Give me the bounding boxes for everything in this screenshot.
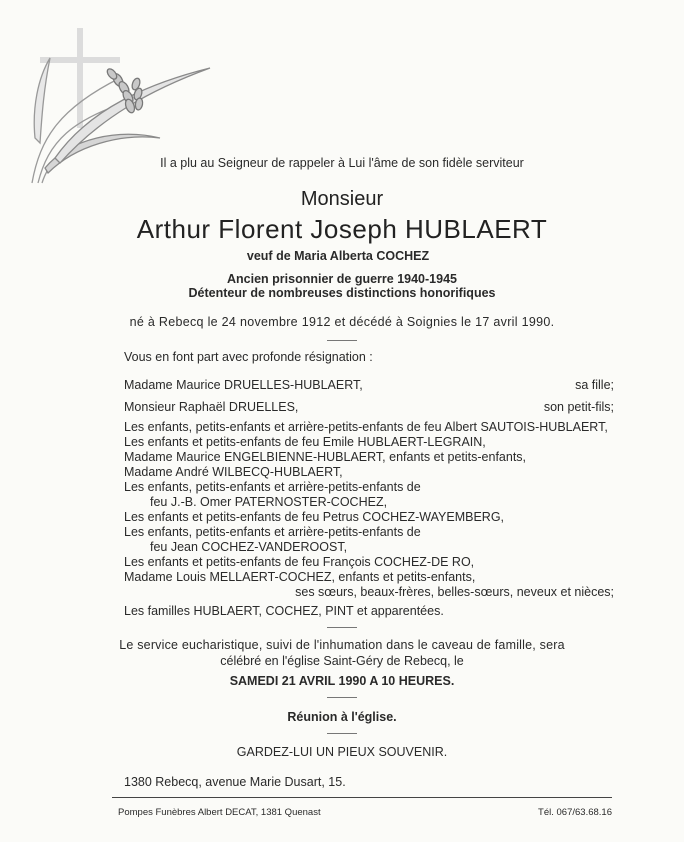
title-monsieur: Monsieur: [300, 188, 384, 210]
family-name-2: Monsieur Raphaël DRUELLES,: [124, 400, 299, 414]
relative-line: Les enfants et petits-enfants de feu François COCHEZ-DE RO,: [124, 555, 475, 569]
footer-divider: [112, 797, 612, 798]
family-relation-1: sa fille;: [575, 378, 614, 392]
relative-line: Les enfants, petits-enfants et arrière-petits-enfants de: [124, 525, 421, 539]
announce-text: Vous en font part avec profonde résignation :: [124, 350, 373, 364]
address-line: 1380 Rebecq, avenue Marie Dusart, 15.: [124, 775, 346, 789]
reunion-text: Réunion à l'église.: [287, 710, 397, 724]
widower-line: veuf de Maria Alberta COCHEZ: [246, 249, 430, 263]
memory-text: GARDEZ-LUI UN PIEUX SOUVENIR.: [236, 745, 448, 759]
relative-line: feu Jean COCHEZ-VANDEROOST,: [150, 540, 348, 554]
relative-line: Madame Maurice ENGELBIENNE-HUBLAERT, enfants et petits-enfants,: [124, 450, 527, 464]
relatives-end-line: ses sœurs, beaux-frères, belles-sœurs, neveux et nièces;: [295, 585, 614, 599]
intro-text: Il a plu au Seigneur de rappeler à Lui l'âme de son fidèle serviteur: [160, 156, 524, 170]
separator: [327, 627, 357, 628]
family-name-1: Madame Maurice DRUELLES-HUBLAERT,: [124, 378, 363, 392]
relative-line: Les enfants et petits-enfants de feu Petrus COCHEZ-WAYEMBERG,: [124, 510, 505, 524]
footer-funeral-home: Pompes Funèbres Albert DECAT, 1381 Quenast: [118, 807, 321, 818]
relative-line: Les enfants, petits-enfants et arrière-petits-enfants de feu Albert SAUTOIS-HUBLAERT,: [124, 420, 608, 434]
relative-line: Les enfants et petits-enfants de feu Emile HUBLAERT-LEGRAIN,: [124, 435, 486, 449]
relative-line: feu J.-B. Omer PATERNOSTER-COCHEZ,: [150, 495, 388, 509]
family-relation-2: son petit-fils;: [543, 400, 614, 414]
relative-line: Madame André WILBECQ-HUBLAERT,: [124, 465, 343, 479]
relative-line: Madame Louis MELLAERT-COCHEZ, enfants et petits-enfants,: [124, 570, 476, 584]
separator: [327, 697, 357, 698]
separator: [327, 733, 357, 734]
service-date: SAMEDI 21 AVRIL 1990 A 10 HEURES.: [229, 674, 455, 688]
footer-phone: Tél. 067/63.68.16: [538, 807, 612, 818]
relative-line: Les enfants, petits-enfants et arrière-petits-enfants de: [124, 480, 421, 494]
deceased-name: Arthur Florent Joseph HUBLAERT: [136, 214, 548, 244]
families-line: Les familles HUBLAERT, COCHEZ, PINT et apparentées.: [124, 604, 444, 618]
dates-line: né à Rebecq le 24 novembre 1912 et décédé à Soignies le 17 avril 1990.: [129, 315, 555, 329]
distinction-2: Détenteur de nombreuses distinctions honorifiques: [188, 286, 496, 300]
separator: [327, 340, 357, 341]
service-line-2: célébré en l'église Saint-Géry de Rebecq, le: [220, 654, 464, 668]
distinction-1: Ancien prisonnier de guerre 1940-1945: [227, 272, 457, 286]
service-line-1: Le service eucharistique, suivi de l'inhumation dans le caveau de famille, sera: [119, 638, 565, 652]
